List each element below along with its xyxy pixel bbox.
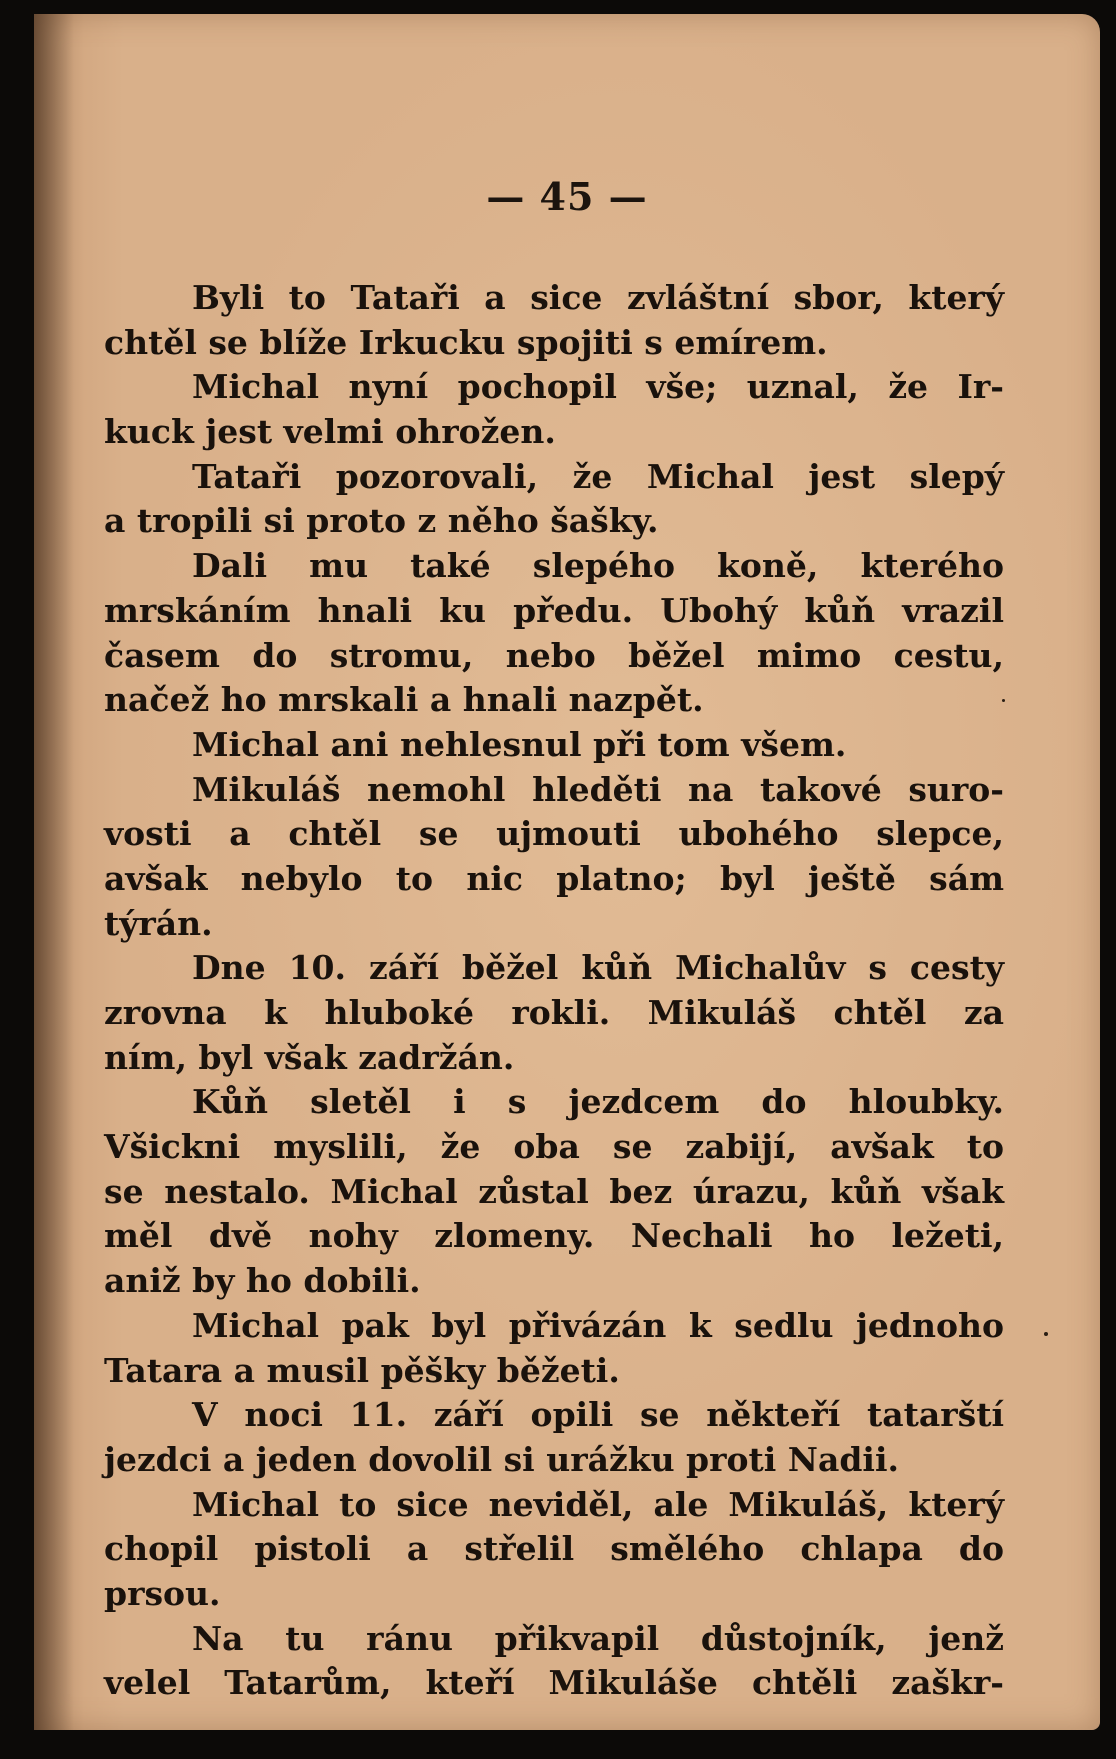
text-line: Michal pak byl přivázán k sedlu jednoho	[192, 1305, 1004, 1345]
text-line: zrovna k hluboké rokli. Mikuláš chtěl za	[104, 993, 1004, 1032]
text-line: týrán.	[104, 903, 213, 943]
text-line: kuck jest velmi ohrožen.	[104, 412, 556, 452]
text-line: Dne 10. září běžel kůň Michalův s cesty	[192, 948, 1004, 988]
ink-speck	[1044, 1332, 1048, 1336]
text-line: ním, byl však zadržán.	[104, 1037, 515, 1077]
book-spine-shadow	[34, 14, 74, 1730]
text-line: načež ho mrskali a hnali nazpět.	[104, 680, 704, 720]
text-line: chtěl se blíže Irkucku spojiti s emírem.	[104, 322, 828, 362]
text-line: měl dvě nohy zlomeny. Nechali ho ležeti,	[104, 1216, 1004, 1256]
page-number: — 45 —	[486, 174, 648, 219]
text-line: Michal nyní pochopil vše; uznal, že Ir-	[192, 367, 1004, 407]
text-line: mrskáním hnali ku předu. Ubohý kůň vrazil	[104, 590, 1004, 630]
text-line: Michal to sice neviděl, ale Mikuláš, který	[192, 1484, 1004, 1524]
text-line: avšak nebylo to nic platno; byl ještě sám	[104, 858, 1004, 898]
text-line: aniž by ho dobili.	[104, 1261, 421, 1301]
text-line: Tataři pozorovali, že Michal jest slepý	[192, 456, 1004, 496]
text-line: velel Tatarům, kteří Mikuláše chtěli zaškr-	[104, 1663, 1004, 1703]
body-text	[104, 276, 1004, 1706]
text-line: jezdci a jeden dovolil si urážku proti Nadii.	[104, 1439, 899, 1479]
text-line: Dali mu také slepého koně, kterého	[192, 546, 1004, 586]
text-line: Všickni myslili, že oba se zabijí, avšak to	[104, 1127, 1004, 1167]
text-line: Byli to Tataři a sice zvláštní sbor, který	[192, 278, 1004, 317]
text-line: Michal ani nehlesnul při tom všem.	[192, 724, 847, 764]
text-line: Kůň sletěl i s jezdcem do hloubky.	[192, 1082, 1004, 1122]
text-line: Mikuláš nemohl hleděti na takové suro-	[192, 769, 1004, 809]
text-line: Na tu ránu přikvapil důstojník, jenž	[192, 1618, 1004, 1658]
text-line: vosti a chtěl se ujmouti ubohého slepce,	[104, 814, 1004, 854]
text-line: prsou.	[104, 1573, 221, 1613]
text-line: a tropili si proto z něho šašky.	[104, 501, 659, 541]
book-page	[34, 14, 1100, 1730]
text-line: V noci 11. září opili se někteří tatarští	[192, 1395, 1004, 1435]
ink-speck	[1002, 699, 1005, 702]
text-line: chopil pistoli a střelil smělého chlapa do	[104, 1529, 1004, 1569]
text-line: Tatara a musil pěšky běžeti.	[104, 1350, 620, 1390]
text-line: se nestalo. Michal zůstal bez úrazu, kůň však	[104, 1171, 1004, 1211]
text-line: časem do stromu, nebo běžel mimo cestu,	[104, 635, 1004, 675]
